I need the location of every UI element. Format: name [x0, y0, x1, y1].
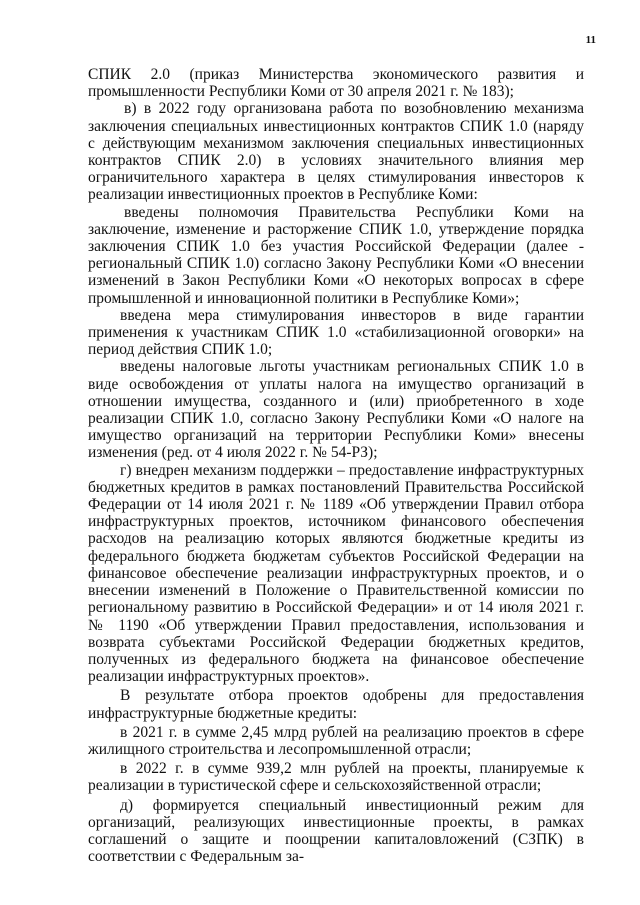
paragraph-tax-benefits: введены налоговые льготы участникам региональных СПИК 1.0 в виде освобождения от уплаты налога на имущество организаций в отношении имущества, созданного и (или) приобретенного в ходе реализации СПИК 1.0, согласно Закону Республики Коми «О налоге на имущество организаций на территории Республики Коми» внесены изменения (ред. от 4 июля 2022 г. № 54-РЗ);: [88, 358, 584, 462]
paragraph-item-d: д) формируется специальный инвестиционный режим для организаций, реализующих инвестиционные проекты, в рамках соглашений о защите и поощрении капиталовложений (СЗПК) в соответствии с Федеральным за-: [88, 796, 584, 866]
paragraph-spik-2-order: СПИК 2.0 (приказ Министерства экономического развития и промышленности Республики Коми от 30 апреля 2021 г. № 183);: [88, 66, 584, 101]
body-text: [88, 66, 584, 865]
paragraph-selection-result: В результате отбора проектов одобрены для предоставления инфраструктурные бюджетные кредиты:: [88, 687, 584, 722]
paragraph-2022-credit: в 2022 г. в сумме 939,2 млн рублей на проекты, планируемые к реализации в туристической сфере и сельскохозяйственной отрасли;: [88, 760, 584, 795]
paragraph-stabilization-clause: введена мера стимулирования инвесторов в виде гарантии применения к участникам СПИК 1.0 «стабилизационной оговорки» на период действия СПИК 1.0;: [88, 306, 584, 359]
paragraph-2021-credit: в 2021 г. в сумме 2,45 млрд рублей на реализацию проектов в сфере жилищного строительства и лесопромышленной отрасли;: [88, 723, 584, 758]
paragraph-item-g: г) внедрен механизм поддержки – предоставление инфраструктурных бюджетных кредитов в рамках постановлений Правительства Российской Федерации от 14 июля 2021 г. № 1189 «Об утверждении Правил отбора инфраструктурных проектов, источником финансового обеспечения расходов на реализацию которых являются бюджетные кредиты из федерального бюджета бюджетам субъектов Российской Федерации на финансовое обеспечение реализации инфраструктурных проектов, и о внесении изменений в Положение о Правительственной комиссии по региональному развитию в Российской Федерации» и от 14 июля 2021 г. № 1190 «Об утверждении Правил предоставления, использования и возврата субъектами Российской Федерации бюджетных кредитов, полученных из федерального бюджета на финансовое обеспечение реализации инфраструктурных проектов».: [88, 461, 584, 686]
paragraph-item-v: в) в 2022 году организована работа по возобновлению механизма заключения специальных инвестиционных контрактов СПИК 1.0 (наряду с действующим механизмом заключения специальных инвестиционных контрактов СПИК 2.0) в условиях значительного влияния мер ограничительного характера в целях стимулирования инвесторов к реализации инвестиционных проектов в Республике Коми:: [88, 100, 584, 204]
page-number: 11: [585, 34, 596, 46]
paragraph-powers-introduced: введены полномочия Правительства Республики Коми на заключение, изменение и расторжение СПИК 1.0, утверждение порядка заключения СПИК 1.0 без участия Российской Федерации (далее - региональный СПИК 1.0) согласно Закону Республики Коми «О внесении изменений в Закон Республики Коми «О некоторых вопросах в сфере промышленной и инновационной политики в Республике Коми»;: [88, 203, 584, 307]
